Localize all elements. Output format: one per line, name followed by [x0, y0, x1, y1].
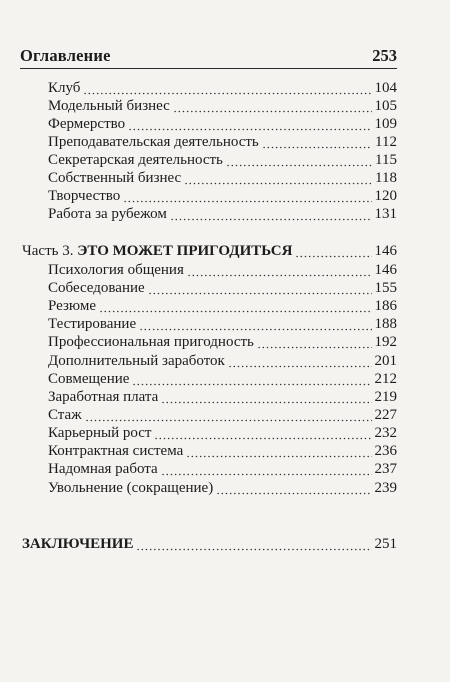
- toc-entry: [48, 460, 397, 478]
- toc-entry-label: Контрактная система: [48, 443, 184, 459]
- dot-leader: [85, 406, 372, 424]
- toc-entry: [48, 370, 397, 388]
- toc-entry-label: Карьерный рост: [48, 425, 152, 441]
- toc-entry-label: Заработная плата: [48, 389, 159, 405]
- dot-leader: [128, 115, 371, 133]
- toc-entry-page: 192: [374, 334, 397, 350]
- toc-entry: [48, 333, 397, 351]
- toc-part-heading: [22, 242, 397, 260]
- toc-entry: [48, 315, 397, 333]
- part-title: ЭТО МОЖЕТ ПРИГОДИТЬСЯ: [77, 243, 293, 259]
- dot-leader: [257, 333, 372, 351]
- toc-entry-label: Собственный бизнес: [48, 170, 182, 186]
- toc-entry: [48, 479, 397, 497]
- conclusion-label: ЗАКЛЮЧЕНИЕ: [22, 536, 134, 552]
- toc-entry: [48, 442, 397, 460]
- toc-entry: [48, 205, 397, 223]
- toc-entry: [48, 424, 397, 442]
- header-page-number: 253: [372, 46, 397, 65]
- toc-entry-page: 118: [375, 170, 397, 186]
- dot-leader: [173, 97, 372, 115]
- toc-entry-label: Секретарская деятельность: [48, 152, 223, 168]
- toc-entry-label: Творчество: [48, 188, 121, 204]
- dot-leader: [99, 297, 371, 315]
- toc-entry-label: Преподавательская деятельность: [48, 134, 259, 150]
- toc-entry: [48, 388, 397, 406]
- dot-leader: [132, 370, 371, 388]
- dot-leader: [154, 424, 371, 442]
- toc-entry-page: 186: [374, 298, 397, 314]
- toc-entry-label: Фермерство: [48, 116, 126, 132]
- toc-entry: [48, 115, 397, 133]
- dot-leader: [262, 133, 372, 151]
- dot-leader: [139, 315, 371, 333]
- toc-entry-page: 212: [374, 371, 397, 387]
- toc-entry-page: 109: [374, 116, 397, 132]
- toc-entry-page: 236: [374, 443, 397, 459]
- toc-entry-label: Дополнительный заработок: [48, 353, 225, 369]
- toc-entry-page: 120: [374, 188, 397, 204]
- dot-leader: [83, 79, 371, 97]
- toc-entry-label: Совмещение: [48, 371, 130, 387]
- toc-entry-label: Профессиональная пригодность: [48, 334, 254, 350]
- part-heading-label: [22, 242, 292, 260]
- toc-entry-page: 237: [374, 461, 397, 477]
- toc-entry-label: Собеседование: [48, 280, 145, 296]
- toc-entry-page: 146: [374, 262, 397, 278]
- toc-entry: [48, 79, 397, 97]
- toc-entry-page: 239: [374, 480, 397, 496]
- toc-entry-page: 251: [374, 536, 397, 552]
- toc-entry: [48, 151, 397, 169]
- toc-entry-page: 232: [374, 425, 397, 441]
- toc-entry-page: 155: [374, 280, 397, 296]
- dot-leader: [186, 442, 371, 460]
- dot-leader: [136, 535, 371, 553]
- toc-entry-label: Психология общения: [48, 262, 184, 278]
- toc-entry-page: 112: [375, 134, 397, 150]
- dot-leader: [226, 151, 372, 169]
- dot-leader: [161, 460, 372, 478]
- toc-entry-label: Модельный бизнес: [48, 98, 170, 114]
- dot-leader: [123, 187, 371, 205]
- toc-entry: [48, 187, 397, 205]
- toc-entry-page: 131: [374, 206, 397, 222]
- toc-entry-label: Клуб: [48, 80, 81, 96]
- toc-entry-page: 104: [374, 80, 397, 96]
- toc-conclusion: [22, 535, 397, 553]
- dot-leader: [161, 388, 371, 406]
- toc-entry: [48, 297, 397, 315]
- dot-leader: [148, 279, 372, 297]
- toc-entry: [48, 261, 397, 279]
- toc-entry: [48, 133, 397, 151]
- header-title: Оглавление: [20, 46, 111, 65]
- toc-entry-label: Резюме: [48, 298, 97, 314]
- dot-leader: [187, 261, 372, 279]
- toc-entry: [48, 169, 397, 187]
- toc-entry-label: Тестирование: [48, 316, 137, 332]
- toc-entry-label: Увольнение (сокращение): [48, 480, 214, 496]
- toc-entry: [48, 406, 397, 424]
- toc-entry-page: 201: [374, 353, 397, 369]
- toc-entry: [48, 97, 397, 115]
- running-header: [20, 44, 397, 69]
- toc-entry: [48, 352, 397, 370]
- toc-entry-label: Работа за рубежом: [48, 206, 167, 222]
- dot-leader: [228, 352, 372, 370]
- toc-entry-page: 219: [374, 389, 397, 405]
- toc-entry-label: Надомная работа: [48, 461, 158, 477]
- toc-entry-page: 227: [374, 407, 397, 423]
- part-prefix: Часть 3.: [22, 243, 74, 259]
- toc-entry-label: Стаж: [48, 407, 82, 423]
- dot-leader: [184, 169, 372, 187]
- toc-entry-page: 188: [374, 316, 397, 332]
- toc-entry-page: 115: [375, 152, 397, 168]
- dot-leader: [216, 479, 371, 497]
- toc-entry-page: 105: [374, 98, 397, 114]
- dot-leader: [170, 205, 372, 223]
- toc-entry-page: 146: [374, 243, 397, 259]
- toc-entry: [48, 279, 397, 297]
- dot-leader: [295, 242, 371, 260]
